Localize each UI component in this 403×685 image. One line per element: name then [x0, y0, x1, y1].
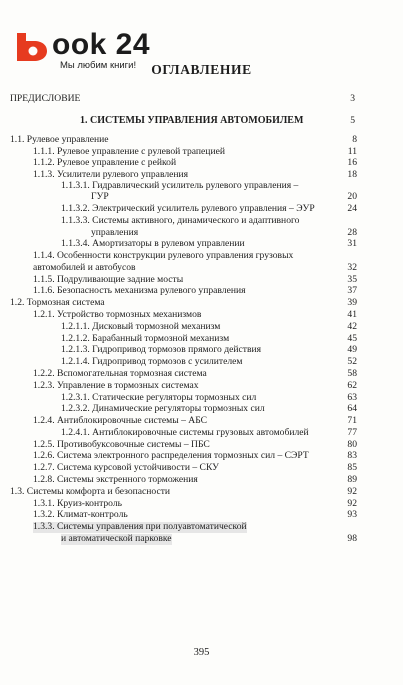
toc-entry-page: 3 [350, 93, 355, 104]
toc-entry-page: 93 [347, 509, 357, 520]
toc-entry-title: 1.1.3.2. Электрический усилитель рулевого управления – ЭУР [61, 203, 315, 214]
logo-tagline: Мы любим книги! [60, 60, 137, 71]
toc-entry-title: 1.2.8. Системы экстренного торможения [33, 474, 198, 485]
toc-entry-page: 62 [347, 380, 357, 391]
toc-entry-page: 37 [347, 285, 357, 296]
toc-entry-title: 1.2.6. Система электронного распределения тормозных сил – СЭРТ [33, 450, 309, 461]
toc-entry-title: 1.2.2. Вспомогательная тормозная система [33, 368, 207, 379]
toc-entry-title: ГУР [91, 191, 109, 202]
toc-entry-page: 58 [347, 368, 357, 379]
toc-entry-title: 1. СИСТЕМЫ УПРАВЛЕНИЯ АВТОМОБИЛЕМ [80, 115, 304, 126]
toc-entry-page: 24 [347, 203, 357, 214]
toc-entry-page: 85 [347, 462, 357, 473]
toc-entry-title: 1.2.1. Устройство тормозных механизмов [33, 309, 202, 320]
toc-entry-title: 1.2.5. Противобуксовочные системы – ПБС [33, 439, 210, 450]
logo-brand-text: ook 24 [52, 28, 151, 61]
toc-entry-page: 45 [347, 333, 357, 344]
toc-entry-title: 1.1.2. Рулевое управление с рейкой [33, 157, 177, 168]
toc-entry-page: 83 [347, 450, 357, 461]
toc-entry-page: 16 [347, 157, 357, 168]
toc-entry-page: 11 [347, 146, 357, 157]
toc-entry-title: 1.2.3.1. Статические регуляторы тормозных сил [61, 392, 257, 403]
toc-entry-page: 39 [347, 297, 357, 308]
toc-entry-title: 1.3. Системы комфорта и безопасности [10, 486, 171, 497]
toc-entry-title: 1.1.4. Особенности конструкции рулевого управления грузовых [33, 250, 294, 261]
toc-entry-title: 1.2.3.2. Динамические регуляторы тормозных сил [61, 403, 265, 414]
toc-entry-title: 1.1.3.4. Амортизаторы в рулевом управлении [61, 238, 245, 249]
toc-entry-title: 1.1.3.3. Системы активного, динамического и адаптивного [61, 215, 300, 226]
toc-entry-title: 1.1. Рулевое управление [10, 134, 109, 145]
toc-entry-title: 1.2.1.4. Гидропривод тормозов с усилителем [61, 356, 243, 367]
page-number: 395 [193, 647, 210, 658]
toc-entry-title: 1.2.1.1. Дисковый тормозной механизм [61, 321, 221, 332]
toc-entry-title: 1.3.1. Круиз-контроль [33, 498, 123, 509]
toc-entry-page: 5 [350, 115, 355, 126]
toc-entry-title: 1.1.3.1. Гидравлический усилитель рулевого управления – [61, 180, 299, 191]
toc-entry-title: управления [91, 227, 139, 238]
toc-entry-page: 49 [347, 344, 357, 355]
toc-entry-page: 77 [347, 427, 357, 438]
toc-entry-title: 1.2.1.3. Гидропривод тормозов прямого действия [61, 344, 262, 355]
toc-entry-page: 31 [347, 238, 357, 249]
toc-entry-page: 52 [347, 356, 357, 367]
toc-entry-title: 1.2.4.1. Антиблокировочные системы грузовых автомобилей [61, 427, 309, 438]
toc-entry-page: 63 [347, 392, 357, 403]
toc-entry-page: 32 [347, 262, 357, 273]
toc-entry-page: 20 [347, 191, 357, 202]
toc-entry-page: 28 [347, 227, 357, 238]
toc-entry-page: 92 [347, 486, 357, 497]
toc-entry-title: 1.2.7. Система курсовой устойчивости – СКУ [33, 462, 219, 473]
toc-entry-page: 71 [347, 415, 357, 426]
toc-entry-title: 1.2. Тормозная система [10, 297, 105, 308]
document-title: ОГЛАВЛЕНИЕ [151, 62, 252, 77]
toc-entry-page: 18 [347, 169, 357, 180]
toc-entry-page: 89 [347, 474, 357, 485]
toc-entry-title: 1.2.4. Антиблокировочные системы – АБС [33, 415, 208, 426]
toc-entry-page: 98 [347, 533, 357, 544]
toc-entry-title: 1.1.1. Рулевое управление с рулевой трапецией [33, 146, 225, 157]
toc-entry-title: и автоматической парковке [61, 533, 172, 544]
toc-entry-title: 1.3.3. Системы управления при полуавтоматической [33, 521, 247, 532]
toc-entry-page: 42 [347, 321, 357, 332]
toc-entry-title: 1.3.2. Климат-контроль [33, 509, 128, 520]
toc-entry-page: 80 [347, 439, 357, 450]
toc-entry-page: 92 [347, 498, 357, 509]
toc-entry-title: 1.1.6. Безопасность механизма рулевого управления [33, 285, 246, 296]
toc-entry-title: 1.2.3. Управление в тормозных системах [33, 380, 199, 391]
toc-entry-title: 1.1.3. Усилители рулевого управления [33, 169, 189, 180]
toc-entry-page: 35 [347, 274, 357, 285]
toc-entry-title: автомобилей и автобусов [33, 262, 136, 273]
toc-entry-page: 8 [352, 134, 357, 145]
toc-entry-page: 64 [347, 403, 357, 414]
toc-entry-page: 41 [347, 309, 357, 320]
toc-entry-title: ПРЕДИСЛОВИЕ [10, 93, 81, 104]
toc-entry-title: 1.2.1.2. Барабанный тормозной механизм [61, 333, 230, 344]
toc-entry-title: 1.1.5. Подруливающие задние мосты [33, 274, 184, 285]
